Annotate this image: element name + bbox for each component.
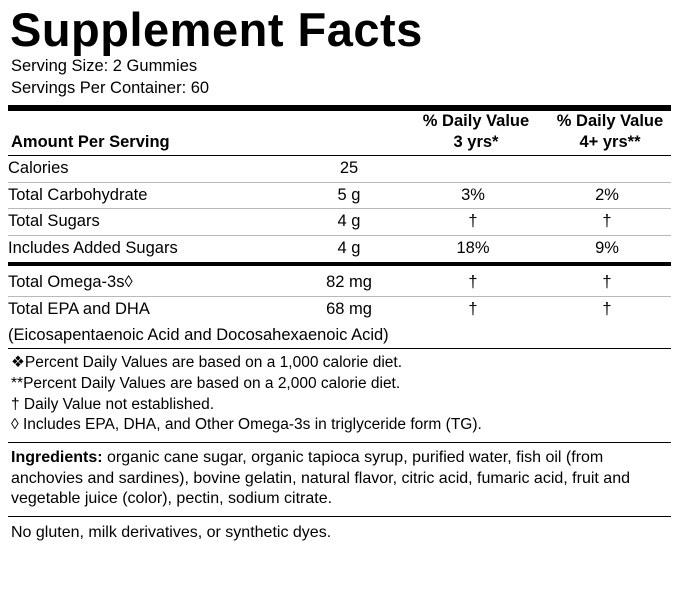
divider-allergen: [8, 516, 671, 517]
header-daily-value-3yrs: [406, 111, 546, 154]
row-name: Total EPA and DHA: [8, 299, 150, 318]
nutrition-table: [8, 111, 674, 154]
footnote-1000-calorie: ❖Percent Daily Values are based on a 1,000 calorie diet.: [11, 354, 403, 372]
page-title: Supplement Facts: [10, 3, 423, 56]
row-amount: 4 g: [337, 212, 361, 231]
divider-ingredients: [8, 442, 671, 443]
footnotes: [11, 353, 671, 435]
row-name: Includes Added Sugars: [8, 239, 178, 258]
table-row: [8, 236, 671, 262]
row-dv-4plus: †: [602, 299, 612, 318]
table-row: [8, 270, 671, 296]
table-row-subnote: [8, 323, 671, 349]
row-dv-4plus: †: [602, 272, 612, 291]
row-name: Total Carbohydrate: [8, 185, 148, 204]
row-dv-3yrs: 18%: [456, 239, 490, 258]
row-dv-3yrs: †: [468, 272, 478, 291]
nutrition-rows-top: [8, 156, 671, 182]
row-dv-3yrs: [403, 156, 543, 182]
table-header-row: [8, 111, 674, 154]
header-amount-spacer: [298, 111, 406, 154]
allergen-note: No gluten, milk derivatives, or synthetic dyes.: [11, 524, 332, 542]
footnote-daily-value-not-established: † Daily Value not established.: [11, 395, 215, 413]
footnote-2000-calorie: **Percent Daily Values are based on a 2,000 calorie diet.: [11, 374, 401, 392]
ingredients-block: [11, 448, 668, 510]
table-row: [8, 209, 671, 235]
nutrition-rows-sugars: [8, 209, 671, 235]
row-dv-4plus: [543, 156, 671, 182]
table-row: [8, 183, 671, 209]
row-name: Total Omega-3s◊: [8, 272, 133, 291]
header-amount-per-serving: Amount Per Serving: [11, 132, 170, 151]
row-amount: 4 g: [337, 239, 361, 258]
row-name: Calories: [8, 158, 69, 177]
nutrition-rows-omega: [8, 270, 671, 296]
divider-footnotes: [8, 348, 671, 349]
row-amount: 5 g: [337, 185, 361, 204]
row-amount: 25: [339, 158, 359, 177]
header-dv1-line2: 3 yrs*: [453, 132, 499, 151]
servings-per-container: Servings Per Container: 60: [11, 78, 210, 97]
header-dv2-line2: 4+ yrs**: [579, 132, 641, 151]
ingredients-text: organic cane sugar, organic tapioca syrup, purified water, fish oil (from anchovies and sardines), bovine gelatin, natural flavor, citric acid, fumaric acid, fruit and vegetable juice (color), pectin, sodium citrate.: [11, 448, 630, 508]
row-dv-4plus: †: [602, 212, 612, 231]
row-name: Total Sugars: [8, 212, 100, 231]
row-amount: 68 mg: [326, 299, 372, 318]
table-row: [8, 297, 671, 323]
row-dv-4plus: 9%: [595, 239, 619, 258]
footnote-omega-triglyceride: ◊ Includes EPA, DHA, and Other Omega-3s in triglyceride form (TG).: [11, 416, 482, 434]
epa-dha-full-names: (Eicosapentaenoic Acid and Docosahexaenoic Acid): [8, 325, 389, 344]
serving-size: Serving Size: 2 Gummies: [11, 56, 198, 75]
nutrition-rows-carbs: [8, 183, 671, 209]
header-daily-value-4plus: [546, 111, 674, 154]
row-dv-3yrs: 3%: [461, 185, 485, 204]
row-dv-3yrs: †: [468, 299, 478, 318]
header-dv2-line1: % Daily Value: [556, 112, 664, 131]
nutrition-rows-epa-dha: [8, 297, 671, 349]
nutrition-rows-added-sugars: [8, 236, 671, 262]
ingredients-label: Ingredients:: [11, 448, 103, 466]
row-dv-4plus: 2%: [595, 185, 619, 204]
header-dv1-line1: % Daily Value: [422, 112, 530, 131]
row-amount: 82 mg: [326, 272, 372, 291]
table-row: [8, 156, 671, 182]
row-dv-3yrs: †: [468, 212, 478, 231]
